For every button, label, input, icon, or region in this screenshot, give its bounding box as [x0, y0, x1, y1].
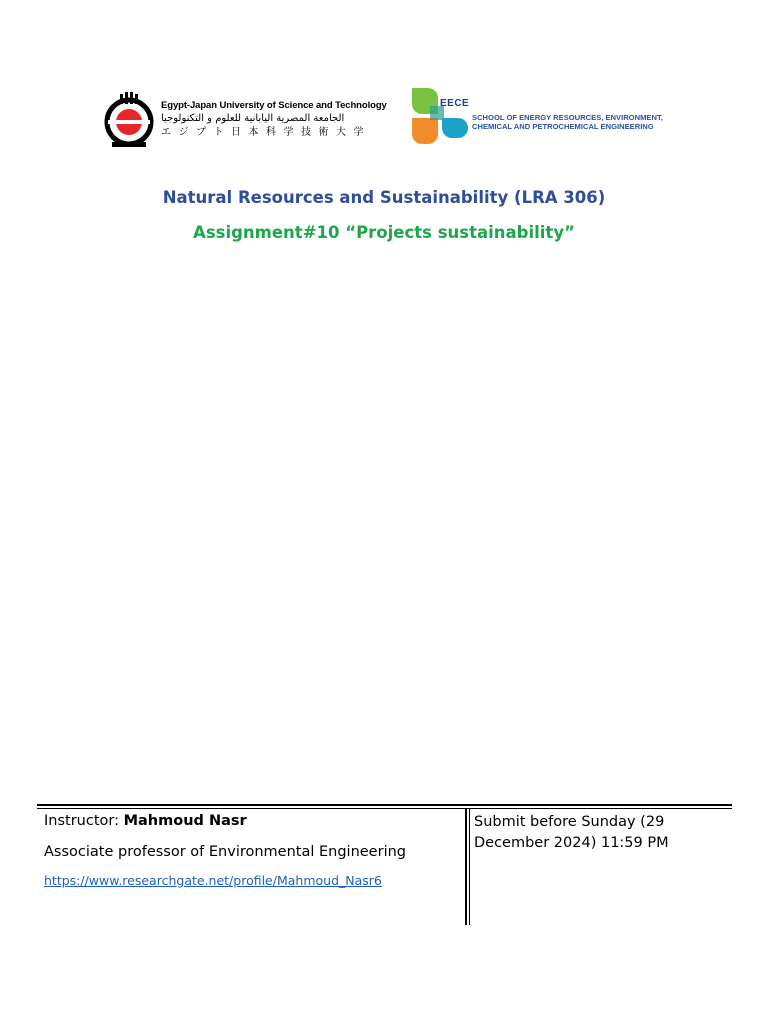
header-logos: [104, 86, 674, 152]
eece-mark: EECE: [440, 98, 470, 109]
school-name: [472, 113, 663, 131]
course-title: Natural Resources and Sustainability (LRA 306): [162, 188, 606, 207]
instructor-label: Instructor:: [44, 813, 119, 829]
info-table: [37, 804, 732, 925]
table-top-rule: [37, 804, 732, 806]
university-name-block: [161, 100, 401, 139]
instructor-cell: [44, 812, 459, 888]
table-column-divider-inner: [469, 808, 470, 925]
instructor-line: [44, 812, 459, 831]
deadline-cell: Submit before Sunday (29 December 2024) 11:59 PM: [474, 814, 669, 851]
university-name-en: Egypt-Japan University of Science and Technology: [161, 100, 387, 111]
table-top-rule-inner: [37, 808, 732, 809]
university-name-jp: エジプト日本科学技術大学: [161, 127, 371, 138]
table-column-divider: [465, 808, 467, 925]
instructor-name: Mahmoud Nasr: [123, 813, 247, 829]
school-name-line1: SCHOOL OF ENERGY RESOURCES, ENVIRONMENT,: [472, 113, 663, 122]
instructor-position: Associate professor of Environmental Engineering: [44, 844, 406, 860]
assignment-title: Assignment#10 “Projects sustainability”: [193, 223, 575, 242]
ejust-logo: [104, 90, 154, 150]
eece-logo: [410, 86, 470, 146]
university-name-ar: الجامعة المصرية اليابانية للعلوم و التكنولوجيا: [161, 113, 345, 124]
school-name-line2: CHEMICAL AND PETROCHEMICAL ENGINEERING: [472, 122, 654, 131]
researchgate-profile-link[interactable]: https://www.researchgate.net/profile/Mahmoud_Nasr6: [44, 873, 382, 888]
